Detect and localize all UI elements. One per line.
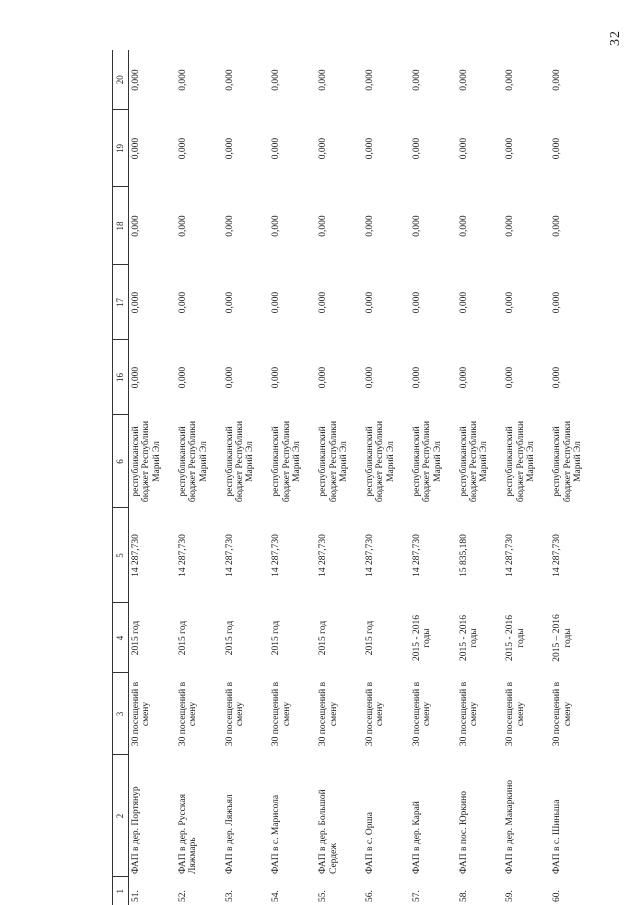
implementation-years: 2015 год bbox=[364, 620, 375, 656]
table-row bbox=[503, 50, 550, 905]
capacity: 30 посещений в смену bbox=[552, 681, 573, 747]
facility-name: ФАП в дер. Большой Сердеж bbox=[318, 789, 339, 874]
facility-name: ФАП в с. Марисола bbox=[271, 794, 282, 874]
implementation-years: 2015 год bbox=[224, 620, 235, 656]
value-col-20: 0,000 bbox=[505, 69, 516, 91]
value-col-17: 0,000 bbox=[458, 291, 469, 314]
value-col-18: 0,000 bbox=[131, 215, 141, 237]
value-col-18: 0,000 bbox=[177, 215, 188, 237]
value-col-17: 0,000 bbox=[224, 291, 235, 314]
facilities-table bbox=[112, 50, 597, 905]
table-row bbox=[176, 50, 223, 905]
value-col-20: 0,000 bbox=[318, 69, 329, 91]
value-col-17: 0,000 bbox=[271, 291, 282, 314]
implementation-years: 2015 год bbox=[271, 620, 282, 656]
header-row bbox=[113, 50, 129, 905]
value-col-17: 0,000 bbox=[411, 291, 422, 314]
value-col-18: 0,000 bbox=[271, 215, 282, 237]
row-number: 55. bbox=[318, 890, 329, 902]
value-col-20: 0,000 bbox=[411, 69, 422, 91]
facility-name: ФАП в дер. Русская Ляжмарь bbox=[177, 794, 199, 874]
capacity: 30 посещений в смену bbox=[411, 681, 433, 747]
value-col-17: 0,000 bbox=[318, 291, 329, 314]
value-col-17: 0,000 bbox=[177, 291, 188, 314]
value-col-18: 0,000 bbox=[458, 215, 469, 237]
capacity: 30 посещений в смену bbox=[131, 681, 152, 747]
row-number: 56. bbox=[364, 890, 375, 902]
value-col-19: 0,000 bbox=[318, 137, 329, 160]
column-header-19: 19 bbox=[113, 110, 129, 187]
estimated-cost: 15 835,180 bbox=[458, 534, 469, 577]
value-col-16: 0,000 bbox=[224, 366, 235, 389]
value-col-20: 0,000 bbox=[271, 69, 282, 91]
implementation-years: 2015 – 2016 годы bbox=[552, 614, 573, 662]
estimated-cost: 14 287,730 bbox=[224, 534, 235, 577]
value-col-17: 0,000 bbox=[552, 291, 563, 314]
value-col-17: 0,000 bbox=[505, 291, 516, 314]
estimated-cost: 14 287,730 bbox=[505, 534, 516, 577]
column-header-5: 5 bbox=[113, 508, 129, 603]
capacity: 30 посещений в смену bbox=[177, 681, 199, 747]
column-header-1: 1 bbox=[113, 877, 129, 905]
value-col-18: 0,000 bbox=[318, 215, 329, 237]
capacity: 30 посещений в смену bbox=[364, 681, 386, 747]
column-header-3: 3 bbox=[113, 673, 129, 755]
value-col-16: 0,000 bbox=[458, 366, 469, 389]
facility-name: ФАП в дер. Макаркино bbox=[505, 779, 516, 874]
funding-source: республиканский бюджет Республики Марий Эл bbox=[318, 420, 350, 503]
capacity: 30 посещений в смену bbox=[505, 681, 526, 747]
value-col-19: 0,000 bbox=[552, 137, 563, 160]
table-row bbox=[457, 50, 504, 905]
funding-source: республиканский бюджет Республики Марий Эл bbox=[177, 420, 209, 503]
page-number: 32 bbox=[608, 30, 623, 46]
funding-source: республиканский бюджет Республики Марий Эл bbox=[411, 420, 443, 503]
funding-source: республиканский бюджет Республики Марий Эл bbox=[552, 420, 584, 503]
estimated-cost: 14 287,730 bbox=[271, 534, 282, 577]
value-col-20: 0,000 bbox=[552, 69, 563, 91]
row-number: 52. bbox=[177, 890, 188, 902]
value-col-20: 0,000 bbox=[458, 69, 469, 91]
value-col-20: 0,000 bbox=[177, 69, 188, 91]
value-col-19: 0,000 bbox=[224, 137, 235, 160]
value-col-19: 0,000 bbox=[505, 137, 516, 160]
facility-name: ФАП в дер. Портянур bbox=[131, 786, 141, 874]
facility-name: ФАП в дер. Карай bbox=[411, 801, 422, 874]
value-col-16: 0,000 bbox=[177, 366, 188, 389]
funding-source: республиканский бюджет Республики Марий Эл bbox=[458, 420, 490, 503]
value-col-17: 0,000 bbox=[131, 291, 141, 314]
capacity: 30 посещений в смену bbox=[224, 681, 246, 747]
estimated-cost: 14 287,730 bbox=[131, 534, 141, 577]
column-header-16: 16 bbox=[113, 340, 129, 415]
implementation-years: 2015 - 2016 годы bbox=[505, 615, 526, 661]
value-col-18: 0,000 bbox=[552, 215, 563, 237]
value-col-18: 0,000 bbox=[224, 215, 235, 237]
table-row bbox=[223, 50, 270, 905]
table-row bbox=[363, 50, 410, 905]
facility-name: ФАП в дер. Ляжъял bbox=[224, 794, 235, 874]
column-header-2: 2 bbox=[113, 755, 129, 877]
implementation-years: 2015 - 2016 годы bbox=[411, 615, 433, 661]
value-col-19: 0,000 bbox=[458, 137, 469, 160]
value-col-19: 0,000 bbox=[131, 137, 141, 160]
value-col-18: 0,000 bbox=[505, 215, 516, 237]
facility-name: ФАП в с. Шиньша bbox=[552, 799, 563, 874]
capacity: 30 посещений в смену bbox=[271, 681, 292, 747]
value-col-19: 0,000 bbox=[177, 137, 188, 160]
row-number: 59. bbox=[505, 890, 516, 902]
table-row bbox=[316, 50, 363, 905]
column-header-4: 4 bbox=[113, 603, 129, 673]
funding-source: республиканский бюджет Республики Марий Эл bbox=[271, 420, 303, 503]
estimated-cost: 14 287,730 bbox=[411, 534, 422, 577]
estimated-cost: 14 287,730 bbox=[552, 534, 563, 577]
implementation-years: 2015 год bbox=[318, 620, 329, 656]
row-number: 53. bbox=[224, 890, 235, 902]
funding-source: республиканский бюджет Республики Марий Эл bbox=[131, 420, 162, 503]
value-col-16: 0,000 bbox=[364, 366, 375, 389]
table-header bbox=[113, 50, 129, 905]
value-col-16: 0,000 bbox=[552, 366, 563, 389]
value-col-20: 0,000 bbox=[131, 69, 141, 91]
table-row bbox=[550, 50, 597, 905]
estimated-cost: 14 287,730 bbox=[364, 534, 375, 577]
value-col-19: 0,000 bbox=[271, 137, 282, 160]
value-col-18: 0,000 bbox=[364, 215, 375, 237]
implementation-years: 2015 - 2016 годы bbox=[458, 615, 480, 661]
value-col-17: 0,000 bbox=[364, 291, 375, 314]
table-row bbox=[269, 50, 316, 905]
implementation-years: 2015 год bbox=[131, 620, 141, 656]
column-header-17: 17 bbox=[113, 265, 129, 340]
value-col-18: 0,000 bbox=[411, 215, 422, 237]
value-col-16: 0,000 bbox=[271, 366, 282, 389]
estimated-cost: 14 287,730 bbox=[318, 534, 329, 577]
column-header-6: 6 bbox=[113, 415, 129, 508]
row-number: 51. bbox=[131, 890, 141, 902]
table-body bbox=[129, 50, 597, 905]
value-col-16: 0,000 bbox=[131, 366, 141, 389]
row-number: 57. bbox=[411, 890, 422, 902]
value-col-20: 0,000 bbox=[224, 69, 235, 91]
value-col-16: 0,000 bbox=[411, 366, 422, 389]
row-number: 58. bbox=[458, 890, 469, 902]
value-col-16: 0,000 bbox=[505, 366, 516, 389]
column-header-20: 20 bbox=[113, 50, 129, 110]
table-row bbox=[410, 50, 457, 905]
table-row bbox=[129, 50, 176, 905]
estimated-cost: 14 287,730 bbox=[177, 534, 188, 577]
funding-source: республиканский бюджет Республики Марий Эл bbox=[364, 420, 396, 503]
rotated-table-container bbox=[112, 50, 620, 905]
implementation-years: 2015 год bbox=[177, 620, 188, 656]
row-number: 60. bbox=[552, 890, 563, 902]
value-col-20: 0,000 bbox=[364, 69, 375, 91]
capacity: 30 посещений в смену bbox=[318, 681, 339, 747]
capacity: 30 посещений в смену bbox=[458, 681, 480, 747]
value-col-16: 0,000 bbox=[318, 366, 329, 389]
funding-source: республиканский бюджет Республики Марий Эл bbox=[505, 420, 537, 503]
value-col-19: 0,000 bbox=[364, 137, 375, 160]
value-col-19: 0,000 bbox=[411, 137, 422, 160]
facility-name: ФАП в с. Орша bbox=[364, 812, 375, 874]
facility-name: ФАП в пос. Юркино bbox=[458, 791, 469, 874]
funding-source: республиканский бюджет Республики Марий Эл bbox=[224, 420, 256, 503]
row-number: 54. bbox=[271, 890, 282, 902]
column-header-18: 18 bbox=[113, 187, 129, 265]
